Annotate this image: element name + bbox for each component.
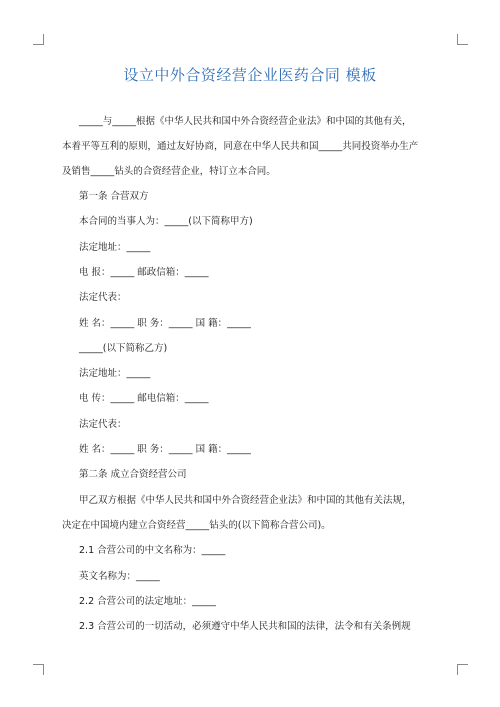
body-line: 姓 名：_____ 职 务：_____ 国 籍：_____ <box>79 318 251 329</box>
body-line: 本合同的当事人为：_____(以下简称甲方) <box>79 216 253 227</box>
crop-mark-bottom-right <box>457 664 468 675</box>
body-line: 电 传：_____ 邮电信箱：_____ <box>79 393 209 404</box>
body-line: 本着平等互利的原则，通过友好协商，同意在中华人民共和国_____共同投资举办生产 <box>62 141 419 152</box>
body-line: 法定代表： <box>79 419 127 430</box>
body-line: 英文名称为：_____ <box>79 571 160 582</box>
crop-mark-top-left <box>33 34 44 45</box>
body-line: 2.2 合营公司的法定地址：_____ <box>79 596 216 607</box>
crop-mark-top-right <box>457 34 468 45</box>
body-line: 姓 名：_____ 职 务：_____ 国 籍：_____ <box>79 444 251 455</box>
document-title: 设立中外合资经营企业医药合同 模板 <box>123 66 377 84</box>
article-heading: 第一条 合营双方 <box>79 191 149 202</box>
body-line: _____与_____根据《中华人民共和国中外合资经营企业法》和中国的其他有关， <box>79 116 412 127</box>
body-line: 法定地址：_____ <box>79 242 151 253</box>
body-line: 法定代表： <box>79 292 127 303</box>
body-line: 决定在中国境内建立合资经营_____钻头的(以下简称合营公司)。 <box>62 520 331 531</box>
body-line: 2.3 合营公司的一切活动，必须遵守中华人民共和国的法律，法令和有关条例规 <box>79 621 411 632</box>
body-line: 法定地址：_____ <box>79 368 151 379</box>
body-line: 及销售_____钻头的合资经营企业，特订立本合同。 <box>62 166 276 177</box>
body-line: 甲乙双方根据《中华人民共和国中外合资经营企业法》和中国的其他有关法规， <box>79 495 412 506</box>
body-line: _____(以下简称乙方) <box>79 343 168 354</box>
body-line: 电 报：_____ 邮政信箱：_____ <box>79 267 209 278</box>
crop-mark-bottom-left <box>33 664 44 675</box>
body-line: 2.1 合营公司的中文名称为：_____ <box>79 545 226 556</box>
article-heading: 第二条 成立合资经营公司 <box>79 469 187 480</box>
